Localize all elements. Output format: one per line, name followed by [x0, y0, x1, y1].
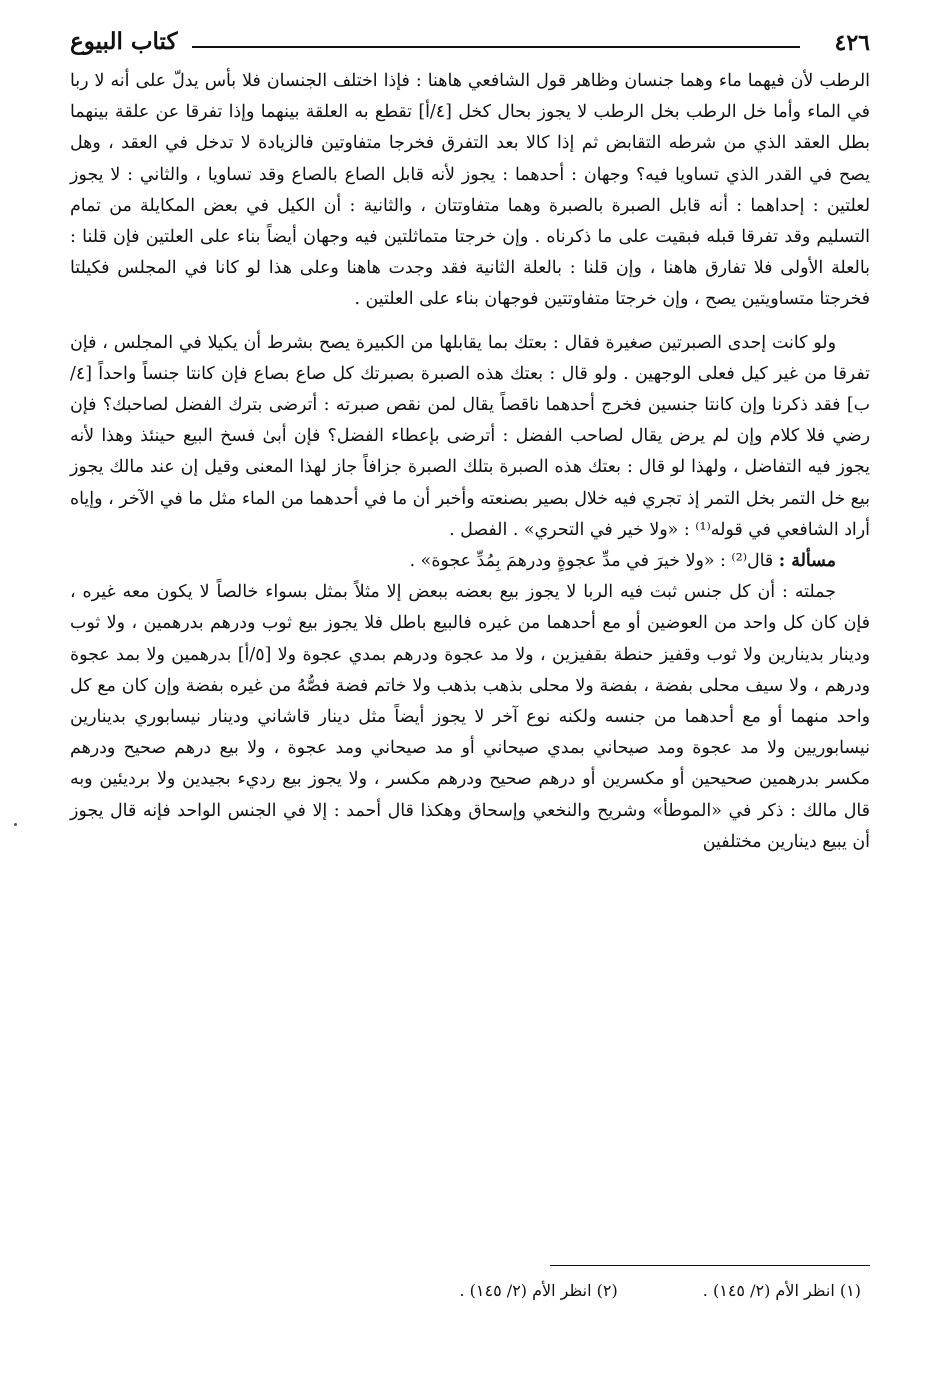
- scan-speck: [14, 823, 17, 826]
- masala-text: قال⁽²⁾ : «ولا خيرَ في مدِّ عجوةٍ ودرهمَ بِمُدِّ عجوة» .: [409, 551, 774, 572]
- footnote-rule: [550, 1265, 870, 1266]
- main-text: [70, 66, 870, 858]
- footnotes: [261, 1278, 861, 1304]
- masala-label: مسألة :: [778, 551, 836, 572]
- book-title: كتاب البيوع: [70, 28, 178, 55]
- paragraph-1: الرطب لأن فيهما ماء وهما جنسان وظاهر قول الشافعي هاهنا : فإذا اختلف الجنسان فلا بأس يدلّ على أنه لا ربا في الماء وأما خل الرطب بخل الرطب لا يجوز بحال كخل [٤/أ] تقطع به العلقة بينهما وإذا تفرقا عن علقة بينهما بطل العقد الذي من شرطه التقابض ثم إذا كالا بعد التفرق فخرجا متفاوتين فالزيادة لا تدخل في العقد ، وهل يصح في القدر الذي تساويا فيه؟ وجهان : أحدهما : يجوز لأنه قابل الصاع بالصاع وقد تساويا ، والثاني : لا يجوز لعلتين : إحداهما : أنه قابل الصبرة بالصبرة وهما متفاوتتان ، والثانية : أن الكيل في بعض المكايلة من تمام التسليم وقد تفرقا قبله فبقيت على ما ذكرناه . وإن خرجتا متماثلتين فيه وجهان أيضاً بناء على العلتين فإن قلنا : بالعلة الأولى فلا تفارق هاهنا ، وإن قلنا : بالعلة الثانية فقد وجدت هاهنا وعلى هذا لو كانا في المجلس فكيلتا فخرجتا متساويتين يصح ، وإن خرجتا متفاوتتين فوجهان بناء على العلتين .: [70, 71, 870, 310]
- header-rule: [192, 46, 800, 48]
- book-page: [70, 24, 870, 858]
- footnote-2: (٢) انظر الأم (٢/ ١٤٥) .: [459, 1281, 618, 1300]
- page-header: [70, 24, 870, 66]
- paragraph-3: جملته : أن كل جنس ثبت فيه الربا لا يجوز بيع بعضه ببعض إلا مثلاً بمثل بسواء خالصاً لا يكون معه غيره ، فإن كان كل واحد من العوضين أو مع أحدهما من غيره فالبيع باطل فلا يجوز بيع ثوب ودرهم بدرهمين ، ولا ثوب ودينار بدينارين ولا ثوب وقفيز حنطة بقفيزين ، ولا مد عجوة ودرهم بمدي عجوة ولا [٥/أ] بدرهمين ولا بمد عجوة ودرهم ، ولا سيف محلى بفضة ، بفضة ولا محلى بذهب بذهب ولا خاتم فضة فصُّهُ من غيره بفضة وإن كان مع كل واحد منهما أو مع أحدهما من جنسه ولكنه نوع آخر لا يجوز أيضاً مثل دينار قاشاني ودينار نيسابوري بدينارين نيسابوريين ولا مد عجوة ومد صيحاني بمدي صيحاني أو مد صيحاني ومد عجوة ، ولا بيع درهم صحيح ودرهم مكسر بدرهمين صحيحين أو مكسرين أو درهم صحيح ودرهم مكسر ، ولا يجوز بيع رديء بجيدين ولا برديئين وبه قال مالك : ذكر في «الموطأ» وشريح والنخعي وإسحاق وهكذا قال أحمد : إلا في الجنس الواحد فإنه قال يجوز أن يبيع دينارين مختلفين: [70, 582, 870, 852]
- masala-paragraph: [70, 546, 870, 577]
- page-number: ٤٢٦: [834, 30, 870, 56]
- footnote-1: (١) انظر الأم (٢/ ١٤٥) .: [702, 1281, 861, 1300]
- paragraph-2: ولو كانت إحدى الصبرتين صغيرة فقال : بعتك بما يقابلها من الكبيرة يصح بشرط أن يكيلا في المجلس ، فإن تفرقا من غير كيل فعلى الوجهين . ولو قال : بعتك هذه الصبرة بصبرتك كل صاع بصاع فإن كانتا جنساً واحداً [٤/ب] فقد ذكرنا وإن كانتا جنسين فخرج أحدهما ناقصاً يقال لمن نقص صبرته : أترضى بترك الفضل لصاحبك؟ فإن رضي فلا كلام وإن لم يرض يقال لصاحب الفضل : أترضى بإعطاء الفضل؟ فإن أبىٰ فسخ البيع حينئذ وهذا لأنه يجوز فيه التفاضل ، ولهذا لو قال : بعتك هذه الصبرة بتلك الصبرة جزافاً جاز لهذا المعنى وقيل إن عند مالك يجوز بيع خل التمر بخل التمر إذ تجري فيه خلال بصير بصنعته وأخبر أن ما في أحدهما من الماء مثل ما في الآخر ، وإياه أراد الشافعي في قوله⁽¹⁾ : «ولا خير في التحري» . الفصل .: [70, 332, 870, 540]
